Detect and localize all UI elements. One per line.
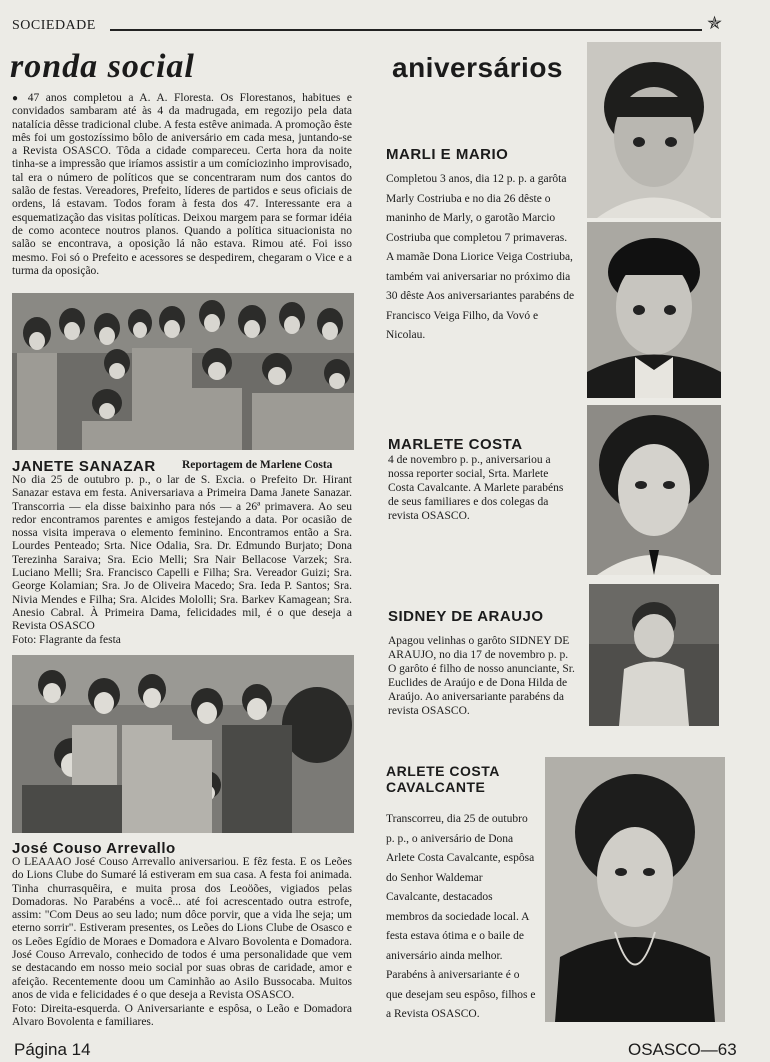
arlete-heading-line-2: CAVALCANTE: [386, 779, 486, 795]
jose-heading: José Couso Arrevallo: [12, 840, 176, 857]
arlete-article: Transcorreu, dia 25 de outubro p. p., o aniversário de Dona Arlete Costa Cavalcante, espôsa do Senhor Waldemar Cavalcante, destacados membros da sociedade local. A festa estava ótima e o baile de aniversário ainda melhor. Parabéns à aniversariante é o que desejam seu espôso, filhos e a Revista OSASCO.: [386, 813, 536, 1020]
janete-photo-credit: Foto: Flagrante da festa: [12, 634, 121, 646]
jose-article: O LEAAAO José Couso Arrevallo aniversariou. E fêz festa. E os Leões do Lions Clube do Sumaré lá estiveram em sua casa. A festa foi animada. Tinha churrasquêira, e muita prosa dos Leoöões, vigiados pelas Domadoras. No Parabéns a você... até foi acrescentado outra estrofe, assim: "Com Deus ao seu lado; num dôce porvir, que a vida lhe seja; um eterno sorrir". Estiveram presentes, os Leões do Lions Clube de Osasco e os Leões Egídio de Moraes e Domadora e Alvaro Bovolenta e Domadora. José Couso Arrevalo, conhecido de todos é uma personalidade que vem se destacando em nosso meio social por suas obras de caridade, amor e afeição. Recentemente doou um Caminhão ao Asilo Bussocaba. Muitos anos de vida e felicidades é o que deseja a Revista OSASCO.: [12, 856, 352, 1001]
header-rule: [110, 29, 702, 31]
marly-portrait: [587, 42, 721, 218]
arlete-portrait: [545, 757, 725, 1022]
marli-heading: MARLI E MARIO: [386, 146, 509, 163]
jose-photo-credit: Foto: Direita-esquerda. O Aniversariante e espôsa, o Leão e Domadora Alvaro Bovolenta e familiares.: [12, 1003, 352, 1029]
marcio-portrait: [587, 222, 721, 398]
arlete-heading-line-1: ARLETE COSTA: [386, 763, 500, 779]
sidney-article: Apagou velinhas o garôto SIDNEY DE ARAUJO, no dia 17 de novembro p. p. O garôto é filho de nosso anunciante, Sr. Euclides de Araújo e de Dona Hilda de Araújo. Ao aniversariante parabéns da revista OSASCO.: [388, 635, 575, 717]
bullet-icon: ●: [12, 93, 28, 104]
sidney-heading: SIDNEY DE ARAUJO: [388, 608, 544, 625]
page-number: Página 14: [14, 1040, 91, 1059]
sidney-portrait: [589, 584, 719, 726]
marlete-portrait: [587, 405, 721, 575]
section-label: SOCIEDADE: [12, 18, 96, 33]
jose-party-photo: [12, 655, 354, 833]
arlete-heading: [386, 763, 500, 795]
ronda-social-title: ronda social: [10, 48, 195, 85]
janete-party-photo: [12, 293, 354, 450]
marlete-heading: MARLETE COSTA: [388, 436, 523, 453]
aniversarios-title: aniversários: [392, 52, 563, 83]
magazine-footer: OSASCO—63: [628, 1040, 737, 1059]
floresta-article: [12, 92, 352, 278]
janete-heading: JANETE SANAZAR: [12, 458, 156, 475]
marli-article: Completou 3 anos, dia 12 p. p. a garôta Marly Costriuba e no dia 26 dêste o maninho de Marly, o garotão Marcio Costriuba que completou 7 primaveras. A mamãe Dona Liorice Veiga Costriuba, também vai aniversariar no próximo dia 30 dêste Aos aniversariantes parabéns de Francisco Veiga Filho, da Vovó e Nicolau.: [386, 173, 575, 341]
janete-article: No dia 25 de outubro p. p., o lar de S. Excia. o Prefeito Dr. Hirant Sanazar estava em festa. Aniversariava a Primeira Dama Janete Sanazar. Transcorria — ela disse baixinho para nós — a 26ª primavera. Ao seu redor encontramos parentes e amigos festejando a data. Por ocasião de nossa visita imperava o elemento feminino. Encontramos então a Sra. Lourdes Penteado; Srta. Nice Odalia, Sra. Dr. Edmundo Burjato; Dona Terezinha Saraiva; Sra. Ecio Melli; Sra Nair Bellacose Varzek; Sra. Luciano Melli; Sra. Francisco Capelli e Filha; Sra. Vereador Guizi; Sra. George Kolamian; Sra. Jo de Oliveira Macedo; Sra. Ieda P. Santos; Sra. Nivia Mendes e Filha; Sra. Alcides Mololli; Sra. Barkev Kamagean; Sra. Anesio Cabral. À Primeira Dama, felicidades mil, é o que deseja a Revista OSASCO: [12, 474, 352, 633]
janete-byline: Reportagem de Marlene Costa: [182, 459, 333, 471]
floresta-text: 47 anos completou a A. A. Floresta. Os Florestanos, habitues e convidados sambaram até às 4 da madrugada, em regozijo pela data natalícia dêsse tradicional clube. A festa estêve animada. A promoção êste mês foi um gostozíssimo bôlo de aniversário em cada mesa, juntando-se a Revista OSASCO. Tôda a cidade compareceu. Certa hora da noite tinha-se a impressão que iríamos assistir a um comíciozinho improvisado, tal era o número de políticos que se concentraram num dos cantos do salão de festas. Vereadores, Prefeito, líderes de partidos e seus oficiais de ordens, lá estavam. Todos foram à festa dos 47. Interessante era a esquematização das visitas políticas. Deixou margem para se formar idéia de como acontece noutros planos. Quando a política situacionista no salão se encontrava, a oposição lá não estava. Rimou até. Foi isso mesmo. Foi só o Prefeito e acessores se despedirem, chegaram o Vice e a turma da oposição.: [12, 92, 352, 277]
star-icon: ✯: [707, 13, 723, 33]
marlete-article: 4 de novembro p. p., aniversariou a nossa reporter social, Srta. Marlete Costa Cavalcante. A Marlete parabéns de seus familiares e dos colegas da revista OSASCO.: [388, 454, 564, 522]
